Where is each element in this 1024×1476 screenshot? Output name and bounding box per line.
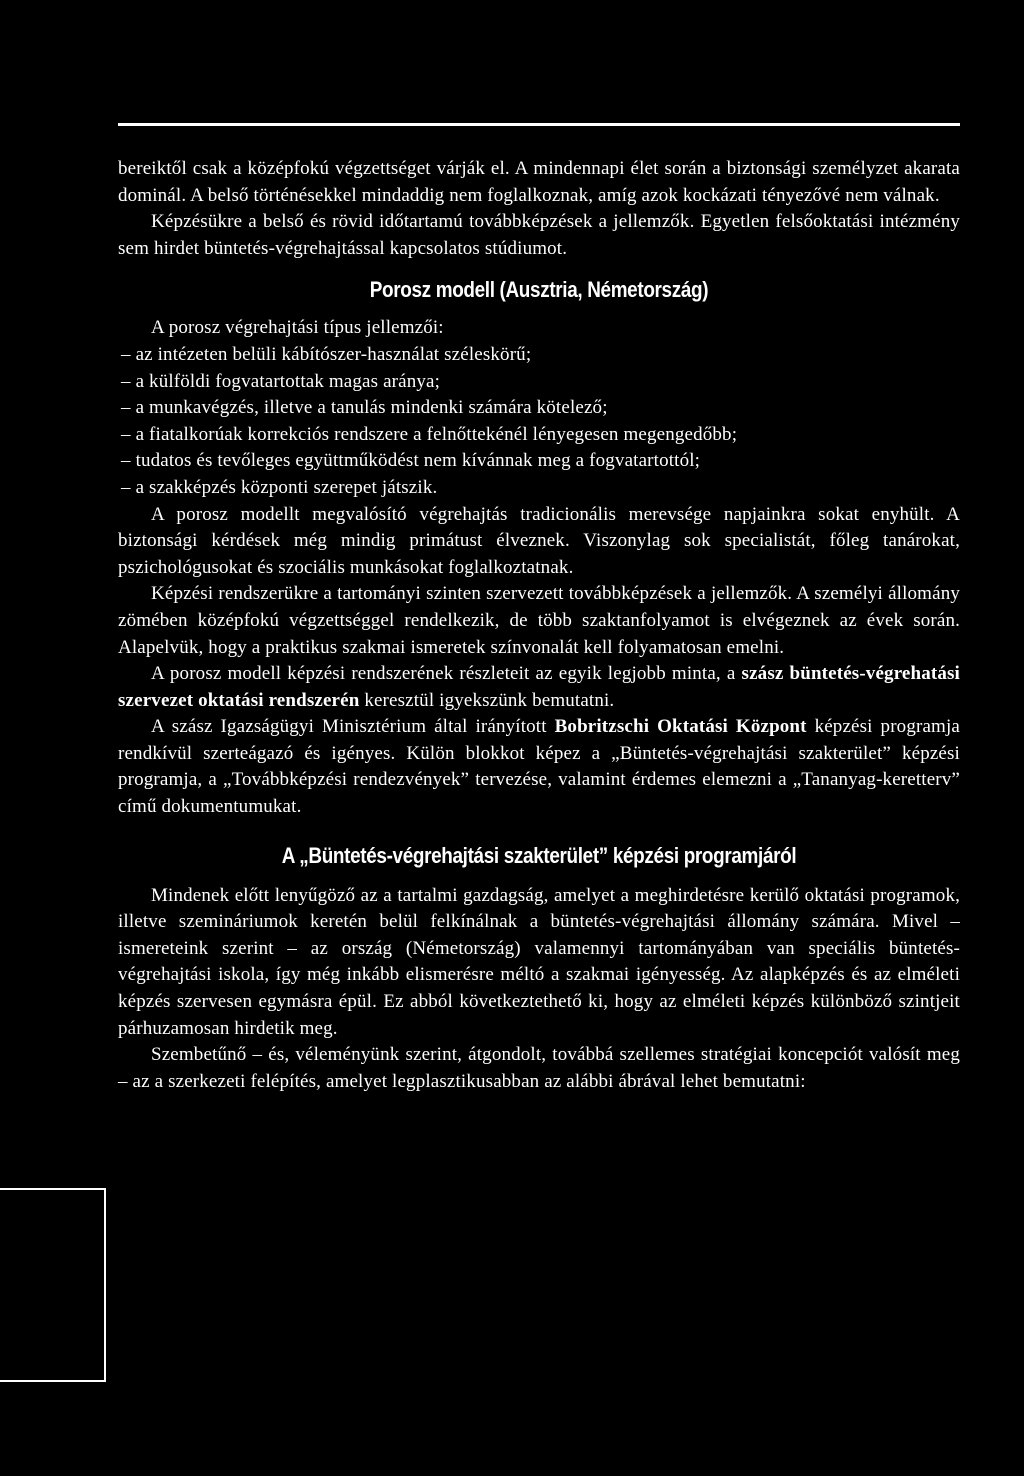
list-item: – a külföldi fogvatartottak magas aránya; [121,369,960,396]
section-heading-porosz: Porosz modell (Ausztria, Németország) [369,277,709,303]
paragraph-text: A szász Igazságügyi Minisztérium által irányított [151,716,555,738]
paragraph-text: A porosz modell képzési rendszerének részleteit az egyik legjobb minta, a [151,663,742,685]
porosz-paragraph-3 [118,661,960,714]
program-paragraph-1: Mindenek előtt lenyűgöző az a tartalmi gazdagság, amelyet a meghirdetésre kerülő oktatási programok, illetve szemináriumok keretén belül felkínálnak a büntetés-végrehajtási állomány számára. Mivel – ismereteink szerint – az ország (Németország) valamennyi tartományában van speciális büntetés-végrehajtási iskola, így még inkább elismerésre méltó a szakmai igényesség. Az alapképzés és az elméleti képzés szervesen egymásra épül. Ez abból következtethető ki, hogy az elméleti képzés különböző szintjeit párhuzamosan hirdetik meg. [118,884,960,1039]
list-item: – a fiatalkorúak korrekciós rendszere a felnőttekénél lényegesen megengedőbb; [121,422,960,449]
list-item: – tudatos és tevőleges együttműködést nem kívánnak meg a fogvatartottól; [121,448,960,475]
list-item: – a munkavégzés, illetve a tanulás mindenki számára kötelező; [121,395,960,422]
page-content [118,156,960,1095]
list-intro: A porosz végrehajtási típus jellemzői: [151,317,444,339]
program-paragraph-2: Szembetűnő – és, véleményünk szerint, átgondolt, továbbá szellemes stratégiai koncepciót valósít meg – az a szerkezeti felépítés, amelyet legplasztikusabban az alábbi ábrával lehet bemutatni: [118,1044,960,1092]
porosz-paragraph-2: Képzési rendszerükre a tartományi szinten szervezett továbbképzések a jellemzők. A személyi állomány zömében középfokú végzettséggel rendelkezik, de több szaktanfolyamot is elvégeznek az évek során. Alapelvük, hogy a praktikus szakmai ismeretek színvonalát kell folyamatosan emelni. [118,583,960,658]
paragraph-text: képzési programja rendkívül szerteágazó és igényes. Külön blokkot képez a „Büntetés-végrehajtási szakterület” képzési programja, a „Továbbképzési rendezvények” tervezése, valamint érdemes elemezni a „Tananyag-keretterv” című dokumentumukat. [118,716,960,818]
list-item: – az intézeten belüli kábítószer-használat széleskörű; [121,342,960,369]
bold-phrase: szász büntetés-végrehatási szervezet oktatási rendszerén [118,663,960,711]
intro-paragraph-1: bereiktől csak a középfokú végzettséget várják el. A mindennapi élet során a biztonsági személyzet akarata dominál. A belső történésekkel mindaddig nem foglalkoznak, amíg azok kockázati tényezővé nem válnak. [118,158,960,206]
characteristics-list [118,342,960,502]
side-frame-decoration [0,1188,106,1382]
porosz-paragraph-1: A porosz modellt megvalósító végrehajtás tradicionális merevsége napjainkra sokat enyhült. A biztonsági kérdések még mindig primátust élveznek. Viszonylag sok specialistát, főleg tanárokat, pszichológusokat és szociális munkásokat foglalkoztatnak. [118,503,960,578]
bold-phrase: Bobritzschi Oktatási Központ [554,716,807,738]
section-heading-program: A „Büntetés-végrehajtási szakterület” képzési programjáról [281,842,797,868]
intro-paragraph-2: Képzésükre a belső és rövid időtartamú továbbképzések a jellemzők. Egyetlen felsőoktatási intézmény sem hirdet büntetés-végrehajtással kapcsolatos stúdiumot. [118,211,960,259]
top-rule [118,123,960,126]
list-item: – a szakképzés központi szerepet játszik. [121,475,960,502]
paragraph-text: keresztül igyekszünk bemutatni. [359,689,615,711]
porosz-paragraph-4 [118,714,960,820]
